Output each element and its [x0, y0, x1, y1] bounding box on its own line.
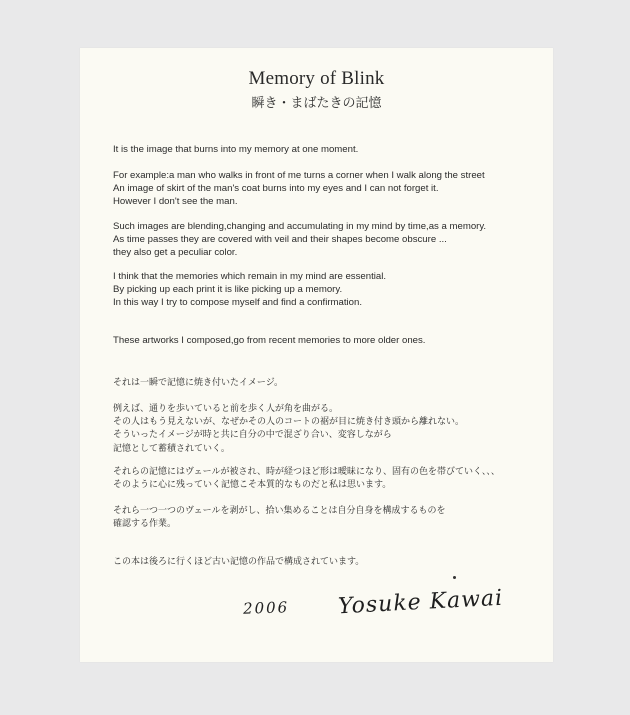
english-paragraph-3 — [113, 220, 543, 259]
english-paragraph-5 — [113, 334, 543, 347]
text-line: These artworks I composed,go from recent memories to more older ones. — [113, 335, 426, 346]
text-line: It is the image that burns into my memory at one moment. — [113, 144, 359, 155]
japanese-paragraph-5 — [113, 556, 543, 569]
document-subtitle-japanese: 瞬き・まばたきの記憶 — [251, 96, 382, 111]
japanese-paragraph-4 — [113, 505, 543, 531]
text-line: In this way I try to compose myself and find a confirmation. — [113, 297, 363, 308]
document-page — [80, 48, 553, 662]
text-line: そのように心に残っていく記憶こそ本質的なものだと私は思います。 — [113, 480, 392, 491]
text-line: they also get a peculiar color. — [113, 247, 238, 258]
text-line: 記憶として蓄積されていく。 — [113, 443, 230, 454]
japanese-paragraph-3 — [113, 466, 543, 492]
text-line: この本は後ろに行くほど古い記憶の作品で構成されています。 — [113, 557, 365, 567]
japanese-paragraph-2 — [113, 403, 543, 456]
text-line: I think that the memories which remain in my mind are essential. — [113, 271, 387, 282]
text-line: However I don't see the man. — [113, 196, 238, 207]
text-line: それは一瞬で記憶に焼き付いたイメージ。 — [113, 378, 284, 388]
english-paragraph-2 — [113, 169, 543, 208]
text-line: 確認する作業。 — [113, 519, 177, 530]
text-line: Such images are blending,changing and accumulating in my mind by time,as a memory. — [113, 221, 487, 232]
text-line: As time passes they are covered with veil and their shapes become obscure ... — [113, 234, 447, 245]
text-line: それら一つ一つのヴェールを剥がし、拾い集めることは自分自身を構成するものを — [113, 506, 446, 516]
english-paragraph-1 — [113, 143, 543, 156]
text-line: For example:a man who walks in front of me turns a corner when I walk along the street — [113, 170, 485, 181]
text-line: 例えば、通りを歩いていると前を歩く人が角を曲がる。 — [113, 404, 339, 414]
text-line: その人はもう見えないが、なぜかその人のコートの裾が目に焼き付き頭から離れない。 — [113, 417, 465, 428]
document-title: Memory of Blink — [248, 68, 385, 89]
text-line: By picking up each print it is like picking up a memory. — [113, 284, 343, 295]
english-paragraph-4 — [113, 270, 543, 309]
text-line: そういったイメージが時と共に自分の中で混ざり合い、変容しながら — [113, 430, 392, 441]
japanese-paragraph-1 — [113, 377, 543, 390]
text-line: それらの記憶にはヴェールが被され、時が経つほど形は曖昧になり、固有の色を帯びていく、、、 — [113, 467, 500, 477]
text-line: An image of skirt of the man's coat burns into my eyes and I can not forget it. — [113, 183, 439, 194]
signature-name: Yosuke Kawai — [337, 585, 504, 620]
ink-dot — [453, 576, 456, 579]
signature-date: 2006 — [242, 598, 290, 618]
